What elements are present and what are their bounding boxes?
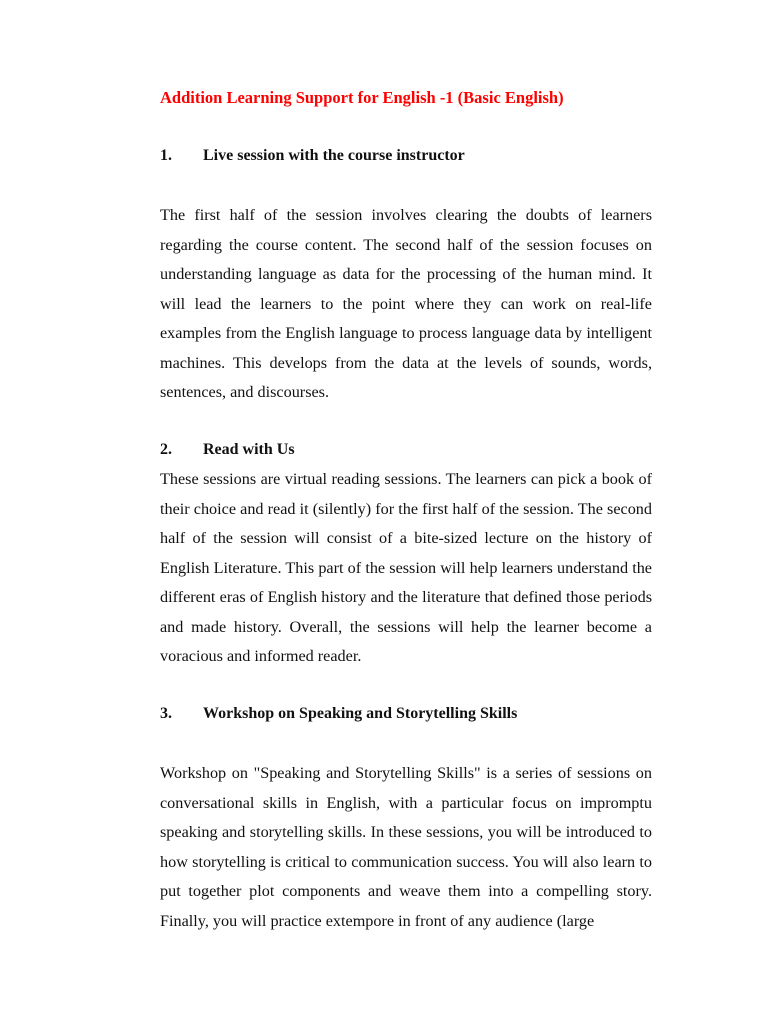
section-title-3: Workshop on Speaking and Storytelling Skills (203, 705, 518, 722)
document-title: Addition Learning Support for English -1 (Basic English) (160, 88, 564, 107)
section-number-3: 3. (160, 705, 172, 722)
section-body-2: These sessions are virtual reading sessions. The learners can pick a book of their choice and read it (silently) for the first half of the session. The second half of the session will consist of a bite-sized lecture on the history of English Literature. This part of the session will help learners understand the different eras of English history and the literature that defined those periods and made history. Overall, the sessions will help the learner become a voracious and informed reader. (160, 470, 652, 665)
section-heading-1 (160, 147, 465, 165)
section-number-1: 1. (160, 147, 172, 164)
section-title-1: Live session with the course instructor (203, 147, 465, 164)
section-heading-3 (160, 705, 517, 723)
document-page (160, 0, 652, 1024)
section-number-2: 2. (160, 441, 172, 458)
section-body-1: The first half of the session involves clearing the doubts of learners regarding the course content. The second half of the session focuses on understanding language as data for the processing of the human mind. It will lead the learners to the point where they can work on real-life examples from the English language to process language data by intelligent machines. This develops from the data at the levels of sounds, words, sentences, and discourses. (160, 206, 652, 401)
section-heading-2 (160, 441, 295, 459)
section-title-2: Read with Us (203, 441, 295, 458)
section-body-3: Workshop on "Speaking and Storytelling Skills" is a series of sessions on conversational skills in English, with a particular focus on impromptu speaking and storytelling skills. In these sessions, you will be introduced to how storytelling is critical to communication success. You will also learn to put together plot components and weave them into a compelling story. Finally, you will practice extempore in front of any audience (large (160, 764, 652, 930)
